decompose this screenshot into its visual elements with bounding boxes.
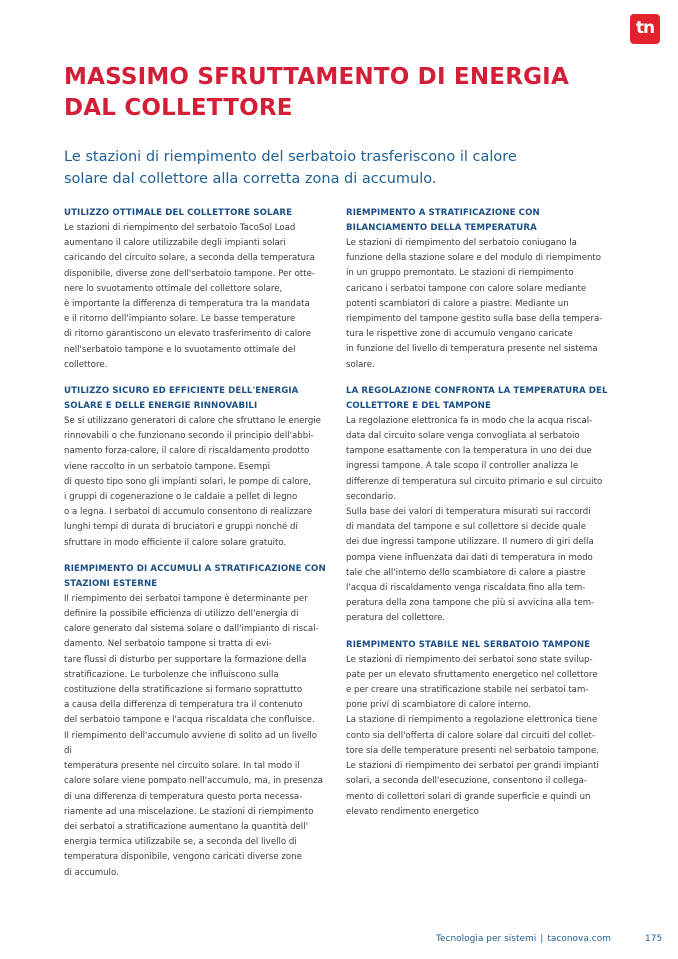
section-heading: UTILIZZO OTTIMALE DEL COLLETTORE SOLARE: [64, 208, 293, 218]
left-column: [64, 206, 326, 881]
right-column: [346, 206, 608, 820]
section-body: Il riempimento dei serbatoi tampone è determinante per definire la possibile efficienza di utilizzo dell'energia di calore generato dal sistema solare o dall'impianto di riscal- damento. Nel serbatoio tampone si tratta di evi- tare flussi di disturbo per supportare la formazione della stratificazione. Le turbolenze che influiscono sulla costituzione della stratificazione si formano soprattutto a causa della differenza di temperatura tra il contenuto del serbatoio tampone e l'acqua riscaldata che confluisce. Il riempimento dell'accumulo avviene di solito ad un livello di temperatura presente nel circuito solare. In tal modo il calore solare viene pompato nell'accumulo, ma, in presenza di una differenza di temperatura questo porta necessa- riamente ad una miscelazione. Le stazioni di riempimento dei serbatoi a stratificazione aumentano la quantità dell' energia termica utilizzabile se, a seconda del livello di temperatura disponibile, vengono caricati diverse zone di accumulo.: [64, 593, 323, 878]
section-bilanciamento-temperatura: [346, 206, 608, 373]
section-heading: RIEMPIMENTO STABILE NEL SERBATOIO TAMPONE: [346, 639, 591, 650]
section-regolazione: [346, 384, 608, 627]
page-title: MASSIMO SFRUTTAMENTO DI ENERGIA DAL COLLETTORE: [64, 64, 569, 121]
section-riempimento-accumuli: [64, 562, 326, 881]
section-body: Le stazioni di riempimento del serbatoio TacoSol Load aumentano il calore utilizzabile degli impianti solari caricando del circuito solare, a seconda della temperatura disponibile, diverse zone dell'serbatoio tampone. Per otte- nere lo svuotamento ottimale del collettore solare, è importante la differenza di temperatura tra la mandata e il ritorno dell'impianto solare. Le basse temperature di ritorno garantiscono un elevato trasferimento di calore nell'serbatoio tampone e lo svuotamento ottimale del collettore.: [64, 223, 315, 370]
page-footer: [436, 934, 611, 944]
section-heading: LA REGOLAZIONE CONFRONTA LA TEMPERATURA DEL COLLETTORE E DEL TAMPONE: [346, 385, 608, 411]
footer-site-link[interactable]: taconova.com: [547, 934, 611, 944]
footer-separator: |: [540, 934, 544, 944]
section-body: La regolazione elettronica fa in modo che la acqua riscal- data dal circuito solare venga convogliata al serbatoio tampone esattamente con la temperatura in uno dei due ingressi tampone. A tale scopo il controller analizza le differenze di temperatura sul circuito primario e sul circuito secondario. Sulla base dei valori di temperatura misurati sui raccordi di mandata del tampone e sul collettore si decide quale dei due ingressi tampone utilizzare. Il numero di giri della pompa viene influenzata dai dati di temperatura in modo tale che all'interno dello scambiatore di calore a piastre l'acqua di riscaldamento venga riscaldata fino alla tem- peratura della zona tampone che più si avvicina alla tem- peratura del collettore.: [346, 415, 603, 624]
page-number: 175: [645, 934, 663, 944]
section-body: Se si utilizzano generatori di calore che sfruttano le energie rinnovabili o che funzionano secondo il principio dell'abbi- namento forza-calore, il calore di riscaldamento prodotto viene raccolto in un serbatoio tampone. Esempi di questo tipo sono gli impianti solari, le pompe di calore, i gruppi di cogenerazione o le caldaie a pellet di legno o a legna. I serbatoi di accumulo consentono di realizzare lunghi tempi di durata di bruciatori e gruppi nonché di sfruttare in modo efficiente il calore solare gratuito.: [64, 416, 321, 548]
section-riempimento-stabile: [346, 638, 608, 820]
footer-section: Tecnologia per sistemi: [436, 934, 537, 944]
section-heading: RIEMPIMENTO DI ACCUMULI A STRATIFICAZIONE CON STAZIONI ESTERNE: [64, 563, 326, 589]
section-body: Le stazioni di riempimento dei serbatoi sono state svilup- pate per un elevato sfruttamento energetico nel collettore e per creare una stratificazione stabile nei serbatoi tam- pone privi di scambiatore di calore interno. La stazione di riempimento a regolazione elettronica tiene conto sia dell'offerta di calore solare dal circuiti del collet- tore sia delle temperature presenti nel serbatoio tampone. Le stazioni di riempimento dei serbatoi per grandi impianti solari, a seconda dell'esecuzione, consentono il collega- mento di collettori solari di grande superficie e quindi un elevato rendimento energetico: [346, 654, 599, 817]
section-utilizzo-sicuro: [64, 384, 326, 551]
brand-logo: tn: [630, 14, 660, 44]
section-body: Le stazioni di riempimento del serbatoio coniugano la funzione della stazione solare e del modulo di riempimento in un gruppo premontato. Le stazioni di riempimento caricano i serbatoi tampone con calore solare mediante potenti scambiatori di calore a piastre. Mediante un riempimento del tampone gestito sulla base della tempera- tura le rispettive zone di accumulo vengano caricate in funzione del livello di temperatura presente nel sistema solare.: [346, 238, 603, 370]
section-heading: UTILIZZO SICURO ED EFFICIENTE DELL'ENERGIA SOLARE E DELLE ENERGIE RINNOVABILI: [64, 386, 299, 412]
lead-paragraph: Le stazioni di riempimento del serbatoio trasferiscono il calore solare dal collettore alla corretta zona di accumulo.: [64, 149, 517, 187]
section-utilizzo-ottimale: [64, 206, 326, 373]
section-heading: RIEMPIMENTO A STRATIFICAZIONE CON BILANCIAMENTO DELLA TEMPERATURA: [346, 208, 540, 233]
